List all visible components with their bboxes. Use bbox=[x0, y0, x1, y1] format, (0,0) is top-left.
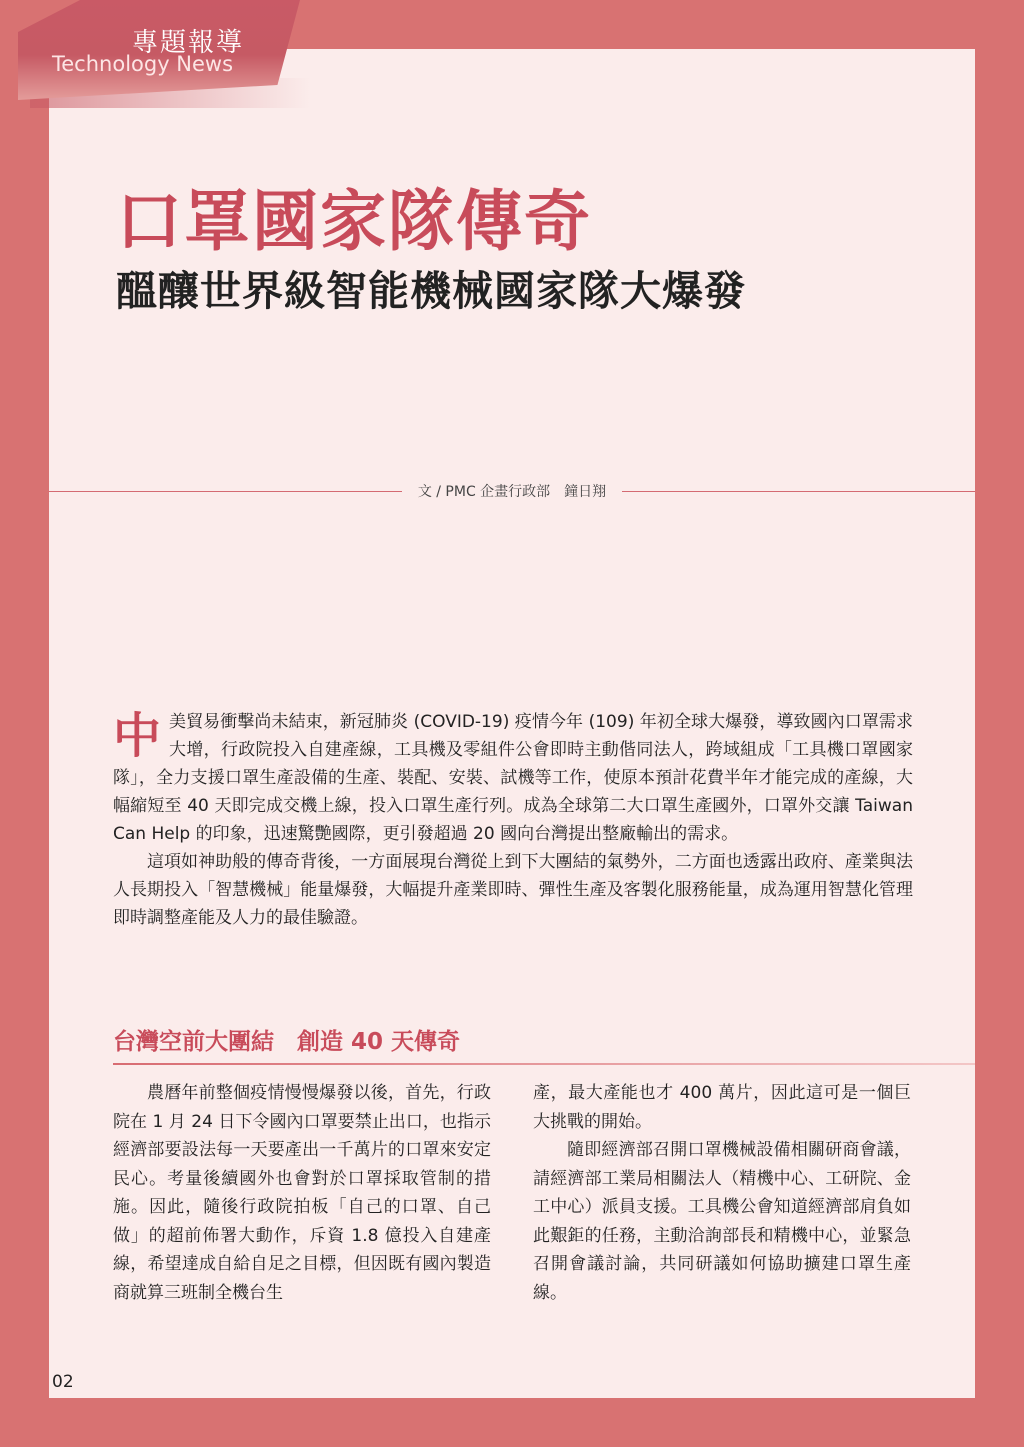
intro-paragraph-1: 美貿易衝擊尚未結束，新冠肺炎 (COVID-19) 疫情今年 (109) 年初全球大爆發，導致國內口罩需求大增，行政院投入自建產線，工具機及零組件公會即時主動偕同法人，跨域組成「工具機口罩國家隊」，全力支援口罩生產設備的生產、裝配、安裝、試機等工作，使原本預計花費半年才能完成的產線，大幅縮短至 40 天即完成交機上線，投入口罩生產行列。成為全球第二大口罩生產國外，口罩外交讓 Taiwan Can Help 的印象，迅速驚艷國際，更引發超過 20 國向台灣提出整廠輸出的需求。 bbox=[113, 712, 913, 844]
byline: 文 / PMC 企畫行政部 鐘日翔 bbox=[417, 484, 607, 500]
column-right-paragraph-1: 產，最大產能也才 400 萬片，因此這可是一個巨大挑戰的開始。 bbox=[533, 1083, 911, 1132]
intro-paragraph-2: 這項如神助般的傳奇背後，一方面展現台灣從上到下大團結的氣勢外，二方面也透露出政府、產業與法人長期投入「智慧機械」能量爆發，大幅提升產業即時、彈性生產及客製化服務能量，成為運用智慧化管理即時調整產能及人力的最佳驗證。 bbox=[113, 852, 913, 928]
drop-cap: 中 bbox=[113, 708, 162, 764]
column-left bbox=[113, 1079, 491, 1307]
byline-rule-left bbox=[49, 491, 402, 492]
column-left-paragraph-1: 農曆年前整個疫情慢慢爆發以後，首先，行政院在 1 月 24 日下令國內口罩要禁止出口，也指示經濟部要設法每一天要產出一千萬片的口罩來安定民心。考量後續國外也會對於口罩採取管制的措施。因此，隨後行政院拍板「自己的口罩、自己做」的超前佈署大動作，斥資 1.8 億投入自建產線，希望達成自給自足之目標，但因既有國內製造商就算三班制全機台生 bbox=[113, 1083, 491, 1303]
column-right-paragraph-2: 隨即經濟部召開口罩機械設備相關研商會議，請經濟部工業局相關法人（精機中心、工研院、金工中心）派員支援。工具機公會知道經濟部肩負如此艱鉅的任務，主動洽詢部長和精機中心，並緊急召開會議討論，共同研議如何協助擴建口罩生產線。 bbox=[533, 1140, 911, 1303]
byline-row bbox=[49, 480, 975, 502]
page-number: 02 bbox=[52, 1372, 74, 1392]
intro-text bbox=[113, 708, 913, 932]
section-heading: 台灣空前大團結 創造 40 天傳奇 bbox=[113, 1029, 461, 1055]
header-tab-en: Technology News bbox=[52, 52, 234, 76]
section-divider bbox=[113, 1063, 975, 1065]
byline-rule-right bbox=[622, 491, 975, 492]
article-subtitle: 醞釀世界級智能機械國家隊大爆發 bbox=[116, 267, 746, 315]
column-right bbox=[533, 1079, 911, 1307]
article-title: 口罩國家隊傳奇 bbox=[116, 183, 592, 260]
header-tab-zh: 專題報導 bbox=[132, 28, 245, 58]
